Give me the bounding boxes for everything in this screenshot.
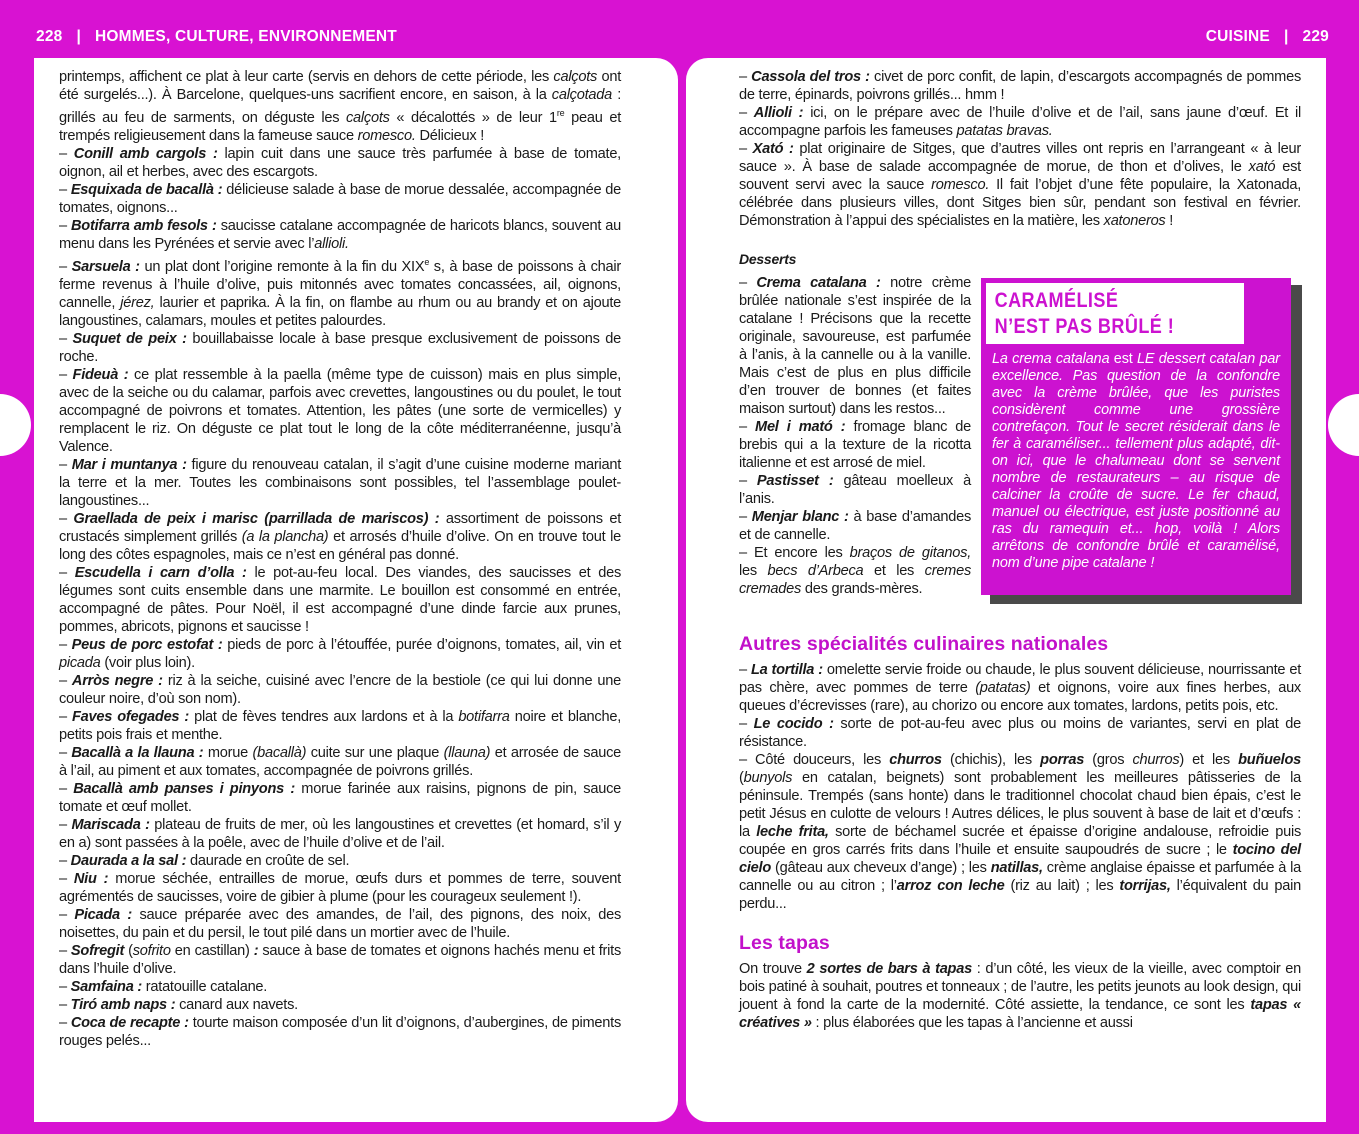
dish-entry: – Peus de porc estofat : pieds de porc à l’étouffée, purée d’oignons, tomates, ail, vin et picada (voir plus loin).: [59, 636, 622, 671]
dish-entry: printemps, affichent ce plat à leur carte (servis en dehors de cette période, les calçots ont été surgelés...). À Barcelone, quelques-uns sacrifient encore, en saison, à la calçotada : grillés au feu de sarments, on déguste les calçots « décalottés » de leur 1re peau et trempés religieusement dans la fameuse sauce romesco. Délicieux !: [59, 69, 622, 144]
specialty-entry: – La tortilla : omelette servie froide ou chaude, le plus souvent délicieuse, nourrissante et pas chère, avec pommes de terre (patatas) et oignons, voire aux fines herbes, aux queues d’écrevisses (rare), au chorizo ou encore aux tomates, lardons, petits pois, etc.: [739, 662, 1302, 714]
dish-entry: – Graellada de peix i marisc (parrillada de mariscos) : assortiment de poissons et crustacés simplement grillés (a la plancha) et arrosés d’huile d’olive. On en trouve tout le long des côtes espagnoles, mais ce n’est en général pas donné.: [59, 510, 621, 563]
header-separator: |: [1283, 28, 1289, 45]
left-column: [59, 68, 621, 1050]
dessert-entry: – Crema catalana : notre crème brûlée nationale s’est inspirée de la catalane ! Précisons que la recette originale, savoureuse, est parfumée à l’anis, à la cannelle ou à la vanille. Mais c’est de plus en plus difficile d’en trouver de bonnes (et faites maison surtout) dans les restos...: [739, 275, 971, 417]
desserts-heading: Desserts: [739, 251, 797, 267]
autres-list: [739, 661, 1301, 913]
dish-entry: – Tiró amb naps : canard aux navets.: [59, 996, 298, 1013]
autres-heading: Autres spécialités culinaires nationales: [739, 633, 1109, 655]
header-separator: |: [76, 28, 82, 45]
sidebar-box: [981, 278, 1291, 595]
dish-entry: – Conill amb cargols : lapin cuit dans une sauce très parfumée à base de tomate, oignon, ail et herbes, avec des escargots.: [59, 145, 621, 180]
specialty-entry: – Le cocido : sorte de pot-au-feu avec plus ou moins de variantes, servi en plat de résistance.: [739, 716, 1302, 750]
dish-entry: – Niu : morue séchée, entrailles de morue, œufs durs et pommes de terre, souvent agrémentés de saucisses, voire de gibier à plume (pour les courageux seulement !).: [59, 870, 621, 905]
dish-entry: – Mar i muntanya : figure du renouveau catalan, il s’agit d’une cuisine moderne mariant la terre et la mer. Toutes les combinaisons sont possibles, tel l’assemblage poulet-langoustines...: [59, 456, 622, 509]
page-number-right: 229: [1302, 28, 1329, 45]
dish-entry: – Suquet de peix : bouillabaisse locale à base presque exclusivement de poissons de roche.: [59, 330, 622, 365]
right-column: [739, 68, 1301, 1032]
dish-entry: – Allioli : ici, on le prépare avec de l’huile d’olive et de l’ail, sans jaune d’œuf. Et il accompagne parfois les fameuses patatas bravas.: [739, 105, 1301, 139]
dish-entry: – Cassola del tros : civet de porc confit, de lapin, d’escargots accompagnés de pommes de terre, épinards, poivrons grillés... hmm !: [739, 69, 1302, 103]
tapas-heading: Les tapas: [739, 932, 830, 954]
section-title-right: CUISINE: [1205, 28, 1270, 45]
dish-entry: – Botifarra amb fesols : saucisse catalane accompagnée de haricots blancs, souvent au menu dans les Pyrénées et servie avec l’allioli.: [59, 217, 622, 252]
dish-entry: – Escudella i carn d’olla : le pot-au-feu local. Des viandes, des saucisses et des légumes sont cuits ensemble dans une marmite. Le bouillon est consommé en entrée, accompagné de pâtes. Pour Noël, il est accompagné d’une dinde farcie aux prunes, pommes, abricots, pignons et saucisse !: [59, 564, 622, 635]
tapas-paragraph: On trouve 2 sortes de bars à tapas : d’un côté, les vieux de la vieille, avec comptoir en bois patiné à souhait, poutres et tonneaux ; de l’autre, les petits jeunots au look design, qui jouent à fond la carte de la modernité. Côté assiette, la tendance, ce sont les tapas « créatives » : plus élaborées que les tapas à l’ancienne et aussi: [739, 961, 1302, 1031]
dish-entry: – Bacallà a la llauna : morue (bacallà) cuite sur une plaque (llauna) et arrosée de sauce à l’ail, au piment et aux tomates, accompagnée de poivrons grillés.: [59, 744, 622, 779]
dish-entry: – Bacallà amb panses i pinyons : morue farinée aux raisins, pignons de pin, sauce tomate et œuf mollet.: [59, 780, 621, 815]
specialty-entry: – Côté douceurs, les churros (chichis), les porras (gros churros) et les buñuelos (bunyols en catalan, beignets) sont probablement les meilleures pâtisseries de la péninsule. Trempés (sans honte) dans le traditionnel chocolat chaud bien épais, c’est le petit Jésus en culotte de velours ! Autres délices, le plus souvent à base de lait et d’œufs : la leche frita, sorte de béchamel sucrée et épaisse d’origine andalouse, refroidie puis coupée en gros carrés frits dans l’huile et ensuite saupoudrés de sucre ; le tocino del cielo (gâteau aux cheveux d’ange) ; les natillas, crème anglaise épaisse et parfumée à la cannelle ou au citron ; l’arroz con leche (riz au lait) ; les torrijas, l’équivalent du pain perdu...: [739, 752, 1302, 912]
dish-entry: – Samfaina : ratatouille catalane.: [59, 978, 268, 995]
dish-entry: – Xató : plat originaire de Sitges, que d’autres villes ont repris en l’arrangeant « à leur sauce ». À base de salade accompagnée de morue, de thon et d’olives, le xató est souvent servi avec la sauce romesco. Il fait l’objet d’une fête populaire, la Xatonada, célébrée dans plusieurs villes, dont Sitges bien sûr, pendant son festival en février. Démonstration à l’appui des spécialistes en la matière, les xatoneros !: [739, 141, 1301, 229]
dish-entry: – Fideuà : ce plat ressemble à la paella (même type de cuisson) mais en plus simple, avec de la seiche ou du calamar, parfois avec crevettes, langoustines ou du poulet, le tout accompagné de poivrons et tomates. Attention, les pâtes (une sorte de vermicelles) y remplacent le riz. On déguste ce plat tout le long de la côte méditerranéenne, jusqu’à Valence.: [59, 366, 622, 455]
desserts-list: [739, 274, 971, 598]
sidebar-box-title: [986, 283, 1244, 344]
dish-entry: – Picada : sauce préparée avec des amandes, de l’ail, des pignons, des noix, des noisettes, du pain et du persil, le tout pilé dans un mortier avec de l’huile.: [59, 906, 622, 941]
desserts-section: [739, 274, 1301, 622]
dish-entry: – Faves ofegades : plat de fèves tendres aux lardons et à la botifarra noire et blanche, petits pois frais et menthe.: [59, 708, 622, 743]
dessert-entry: – Pastisset : gâteau moelleux à l’anis.: [739, 473, 971, 507]
dessert-entry: – Mel i mató : fromage blanc de brebis qui a la texture de la ricotta italienne et est arrosé de miel.: [739, 419, 972, 471]
dish-entry: – Sofregit (sofrito en castillan) : sauce à base de tomates et oignons hachés menu et frits dans l’huile d’olive.: [59, 942, 621, 977]
sidebar-box-body: La crema catalana est LE dessert catalan par excellence. Pas question de la confondre avec la crème brûlée, que les puristes considèrent comme une grossière contrefaçon. Tout le secret résiderait dans le fer à caraméliser... tellement plus adapté, dit-on ici, que le chalumeau dont se servent nombre de restaurateurs – au risque de calciner la croûte de sucre. Le fer chaud, manuel ou électrique, est juste positionné au ras du ramequin et... hop, voilà ! Alors arrêtons de confondre brûlé et caramélisé, nom d’une pipe catalane !: [992, 351, 1280, 571]
dish-entry: – Mariscada : plateau de fruits de mer, où les langoustines et crevettes (et homard, s’il y en a) sont passées à la poêle, avec de l’huile d’olive et de l’ail.: [59, 816, 622, 851]
header-right: [1206, 28, 1329, 52]
dessert-entry: – Et encore les braços de gitanos, les becs d’Arbeca et les cremes cremades des grands-mères.: [739, 545, 971, 597]
dish-entry: – Esquixada de bacallà : délicieuse salade à base de morue dessalée, accompagnée de tomates, oignons...: [59, 181, 622, 216]
header-left: [36, 28, 397, 52]
sidebar-box-title-line: N’EST PAS BRÛLÉ !: [994, 315, 1175, 338]
right-top-entries: [739, 68, 1301, 230]
sidebar-box-title-line: CARAMÉLISÉ: [994, 289, 1119, 312]
dessert-entry: – Menjar blanc : à base d’amandes et de cannelle.: [739, 509, 972, 543]
dish-entry: – Coca de recapte : tourte maison composée d’un lit d’oignons, d’aubergines, de piments rouges pelés...: [59, 1014, 622, 1049]
dish-entry: – Daurada a la sal : daurade en croûte de sel.: [59, 852, 350, 869]
dish-entry: – Sarsuela : un plat dont l’origine remonte à la fin du XIXe s, à base de poissons à chair ferme revenus à l’huile d’olive, puis mitonnés avec tomates concassées, ail, oignons, cannelle, jérez, laurier et paprika. À la fin, on flambe au rhum ou au brandy et on ajoute langoustines, calamars, moules et petites palourdes.: [59, 256, 622, 329]
section-title-left: HOMMES, CULTURE, ENVIRONNEMENT: [95, 28, 397, 45]
page-number-left: 228: [36, 28, 63, 45]
dish-entry: – Arròs negre : riz à la seiche, cuisiné avec l’encre de la bestiole (ce qui lui donne une couleur noire, d’où son nom).: [59, 672, 622, 707]
